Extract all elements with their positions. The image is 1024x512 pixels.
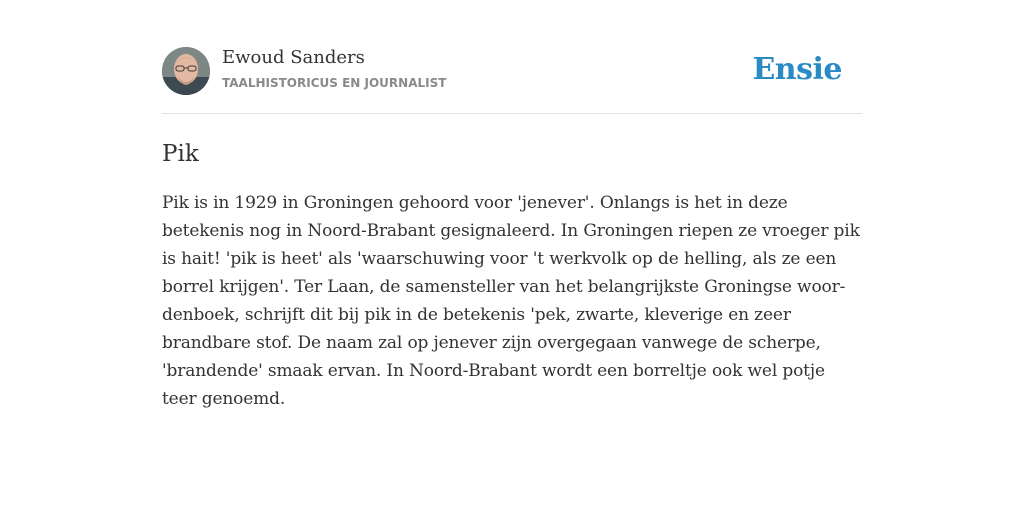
body-line: borrel krijgen'. Ter Laan, de samensteller van het belangrijkste Groningse woor-	[162, 277, 846, 297]
body-line: betekenis nog in Noord-Brabant gesignaleerd. In Groningen riepen ze vroeger pik	[162, 221, 860, 241]
entry-body	[162, 189, 862, 413]
author-role: TAALHISTORICUS EN JOURNALIST	[222, 76, 447, 90]
body-line: teer genoemd.	[162, 389, 286, 409]
body-line: brandbare stof. De naam zal op jenever zijn overgegaan vanwege de scherpe,	[162, 333, 821, 353]
entry-card	[162, 45, 862, 413]
author-avatar[interactable]	[162, 47, 210, 95]
entry-header	[162, 45, 862, 114]
body-line: denboek, schrijft dit bij pik in de betekenis 'pek, zwarte, kleverige en zeer	[162, 305, 791, 325]
body-line: is hait! 'pik is heet' als 'waarschuwing voor 't werkvolk op de helling, als ze een	[162, 249, 837, 269]
body-line: 'brandende' smaak ervan. In Noord-Brabant wordt een borreltje ook wel potje	[162, 361, 825, 381]
author-photo-icon	[162, 47, 210, 95]
ensie-logo[interactable]: Ensie	[752, 52, 842, 87]
author-name[interactable]: Ewoud Sanders	[222, 47, 365, 68]
entry-title: Pik	[162, 141, 199, 167]
body-line: Pik is in 1929 in Groningen gehoord voor 'jenever'. Onlangs is het in deze	[162, 193, 788, 213]
